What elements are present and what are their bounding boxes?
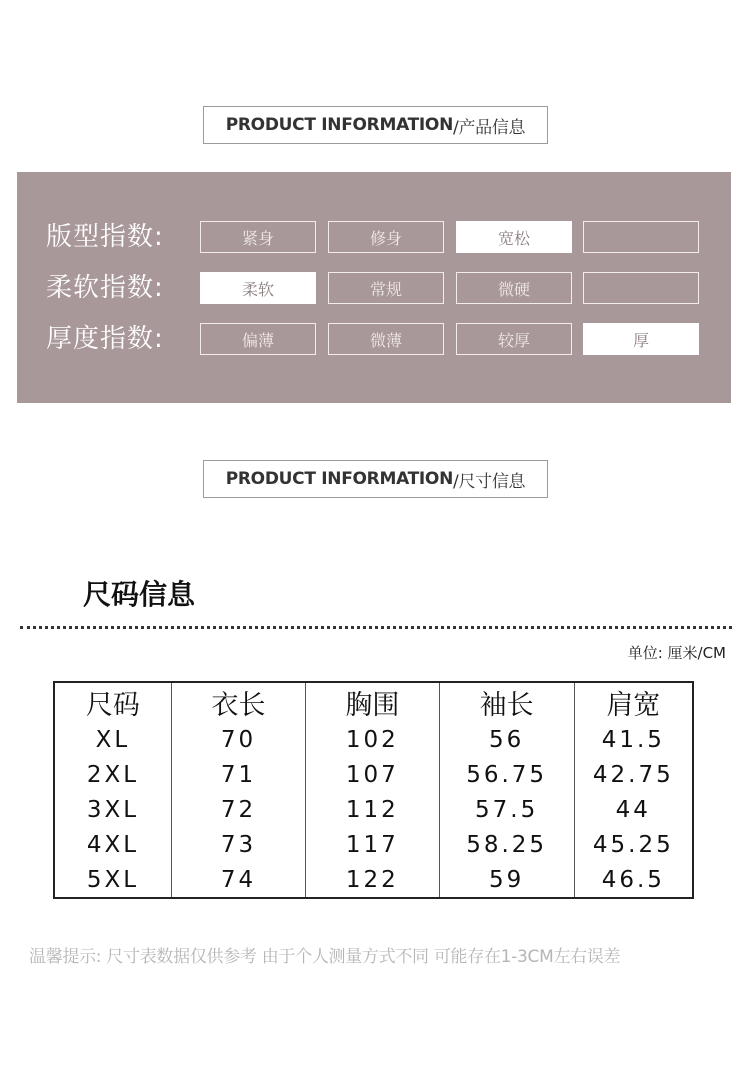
table-cell: 58.25 bbox=[439, 827, 574, 862]
table-cell: 44 bbox=[615, 796, 651, 823]
index-row-fit bbox=[17, 221, 731, 253]
size-heading: 尺码信息 bbox=[83, 578, 196, 611]
index-option: 修身 bbox=[328, 221, 444, 253]
table-row bbox=[54, 827, 693, 862]
index-option: 偏薄 bbox=[200, 323, 316, 355]
table-header-row bbox=[54, 682, 693, 722]
table-cell: 56.75 bbox=[439, 757, 574, 792]
index-option: 紧身 bbox=[200, 221, 316, 253]
product-info-title bbox=[203, 106, 548, 144]
size-info-title-cn: /尺寸信息 bbox=[453, 471, 526, 492]
dotted-divider bbox=[20, 626, 732, 629]
table-cell: 71 bbox=[171, 757, 305, 792]
table-cell: 57.5 bbox=[439, 792, 574, 827]
column-header: 胸围 bbox=[306, 682, 440, 722]
fit-index-panel bbox=[17, 172, 731, 403]
table-cell: 46.5 bbox=[601, 866, 665, 893]
index-option: 常规 bbox=[328, 272, 444, 304]
table-cell: 59 bbox=[439, 862, 574, 898]
size-table bbox=[53, 681, 694, 899]
table-row bbox=[54, 792, 693, 827]
table-cell: 73 bbox=[171, 827, 305, 862]
table-cell: 102 bbox=[306, 722, 440, 757]
table-cell: 2XL bbox=[54, 757, 171, 792]
table-cell: 122 bbox=[306, 862, 440, 898]
product-info-title-en: PRODUCT INFORMATION bbox=[225, 115, 454, 135]
column-header: 尺码 bbox=[54, 682, 171, 722]
index-label: 柔软指数: bbox=[46, 273, 164, 303]
index-option bbox=[583, 221, 699, 253]
table-cell: XL bbox=[54, 722, 171, 757]
table-row bbox=[54, 722, 693, 757]
table-row bbox=[54, 757, 693, 792]
table-cell: 4XL bbox=[54, 827, 171, 862]
table-cell: 107 bbox=[306, 757, 440, 792]
table-cell: 112 bbox=[306, 792, 440, 827]
index-option-selected: 厚 bbox=[583, 323, 699, 355]
column-header: 肩宽 bbox=[606, 690, 661, 721]
size-info-title bbox=[203, 460, 548, 498]
table-cell: 5XL bbox=[54, 862, 171, 898]
column-header: 袖长 bbox=[439, 682, 574, 722]
index-option: 微硬 bbox=[456, 272, 572, 304]
index-option-selected: 宽松 bbox=[456, 221, 572, 253]
column-header: 衣长 bbox=[171, 682, 305, 722]
index-option-selected: 柔软 bbox=[200, 272, 316, 304]
size-info-title-en: PRODUCT INFORMATION bbox=[225, 469, 454, 489]
index-label: 版型指数: bbox=[46, 222, 164, 252]
table-cell: 42.75 bbox=[592, 761, 674, 788]
table-row bbox=[54, 862, 693, 898]
table-cell: 117 bbox=[306, 827, 440, 862]
table-cell: 45.25 bbox=[592, 831, 674, 858]
index-option bbox=[583, 272, 699, 304]
table-cell: 3XL bbox=[54, 792, 171, 827]
table-cell: 74 bbox=[171, 862, 305, 898]
index-row-softness bbox=[17, 272, 731, 304]
measurement-note: 温馨提示: 尺寸表数据仅供参考 由于个人测量方式不同 可能存在1-3CM左右误差 bbox=[29, 947, 621, 967]
table-cell: 56 bbox=[439, 722, 574, 757]
index-option: 较厚 bbox=[456, 323, 572, 355]
unit-label: 单位: 厘米/CM bbox=[627, 644, 726, 662]
index-row-thickness bbox=[17, 323, 731, 355]
table-cell: 72 bbox=[171, 792, 305, 827]
index-option: 微薄 bbox=[328, 323, 444, 355]
table-cell: 41.5 bbox=[601, 726, 665, 753]
table-cell: 70 bbox=[171, 722, 305, 757]
product-info-title-cn: /产品信息 bbox=[453, 117, 526, 138]
index-label: 厚度指数: bbox=[46, 324, 164, 354]
